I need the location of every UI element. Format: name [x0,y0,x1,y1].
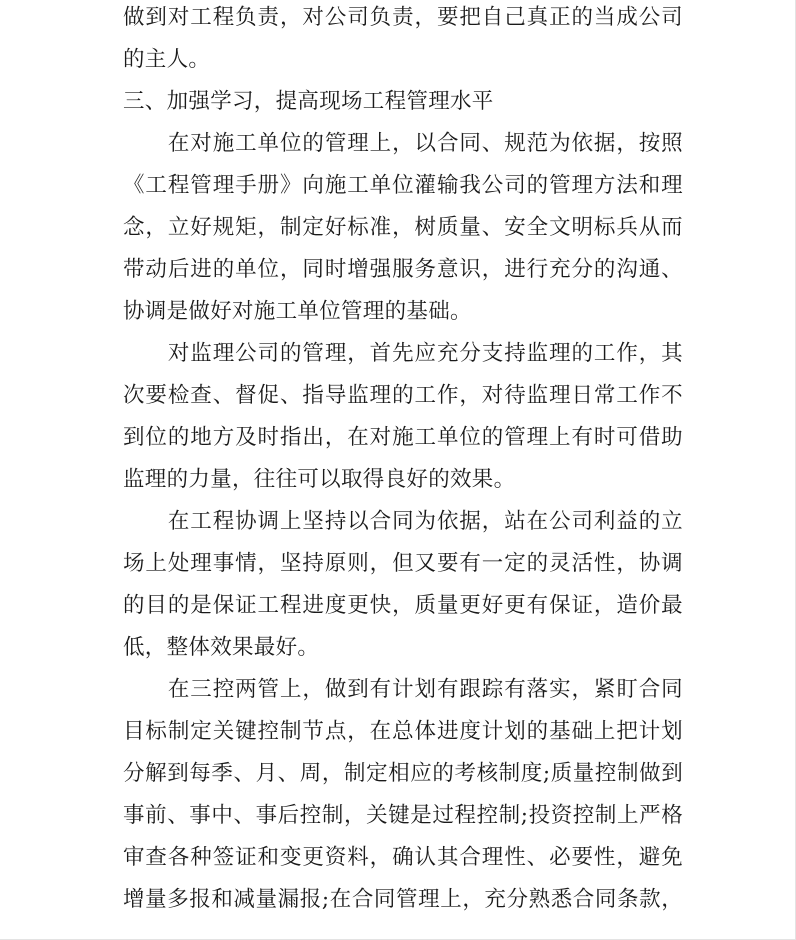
text-line: 带动后进的单位，同时增强服务意识，进行充分的沟通、 [123,257,683,282]
text-line: 审查各种签证和变更资料，确认其合理性、必要性，避免 [123,845,683,870]
text-line: 监理的力量，往往可以取得良好的效果。 [123,467,516,492]
text-line: 《工程管理手册》向施工单位灌输我公司的管理方法和理 [123,173,683,198]
text-line: 对监理公司的管理，首先应充分支持监理的工作，其 [123,341,683,366]
text-line: 次要检查、督促、指导监理的工作，对待监理日常工作不 [123,383,683,408]
text-line: 分解到每季、月、周，制定相应的考核制度;质量控制做到 [123,761,683,786]
text-line: 增量多报和减量漏报;在合同管理上，充分熟悉合同条款， [123,887,683,912]
text-line: 做到对工程负责，对公司负责，要把自己真正的当成公司 [123,5,683,30]
text-line: 在工程协调上坚持以合同为依据，站在公司利益的立 [123,509,683,534]
text-line: 的目的是保证工程进度更快，质量更好更有保证，造价最 [123,593,683,618]
section-heading: 三、加强学习，提高现场工程管理水平 [123,89,494,114]
text-line: 在对施工单位的管理上，以合同、规范为依据，按照 [123,131,683,156]
text-line: 低，整体效果最好。 [123,635,320,660]
text-line: 的主人。 [123,47,211,72]
text-line: 协调是做好对施工单位管理的基础。 [123,299,472,324]
text-line: 场上处理事情，坚持原则，但又要有一定的灵活性，协调 [123,551,683,576]
text-line: 念，立好规矩，制定好标准，树质量、安全文明标兵从而 [123,215,683,240]
text-line: 事前、事中、事后控制，关键是过程控制;投资控制上严格 [123,803,683,828]
text-line: 到位的地方及时指出，在对施工单位的管理上有时可借助 [123,425,683,450]
text-line: 在三控两管上，做到有计划有跟踪有落实，紧盯合同 [123,677,683,702]
text-line: 目标制定关键控制节点，在总体进度计划的基础上把计划 [123,719,683,744]
